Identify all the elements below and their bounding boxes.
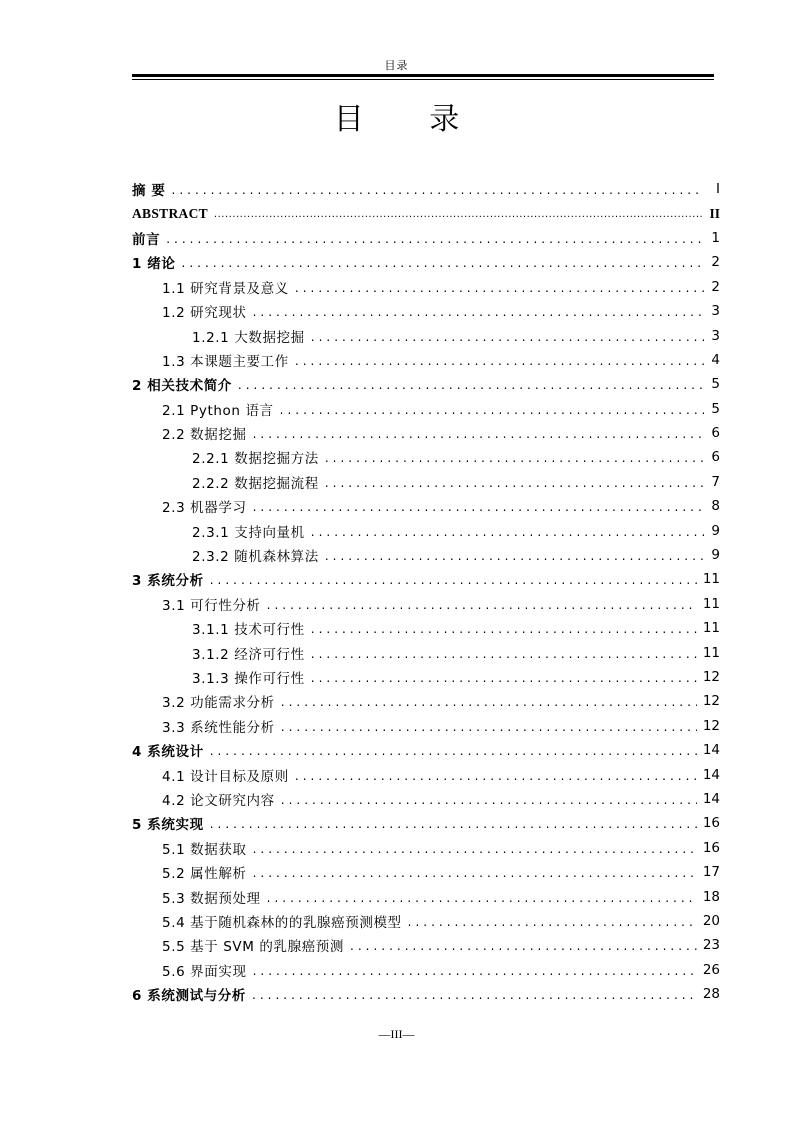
dot-leader	[267, 890, 697, 904]
toc-entry[interactable]	[132, 787, 722, 811]
toc-entry[interactable]	[132, 933, 722, 957]
toc-entry-label: 5.3 数据预处理	[162, 890, 261, 907]
running-header: 目录	[384, 59, 409, 72]
dot-leader	[210, 816, 697, 830]
toc-entry[interactable]	[132, 177, 722, 201]
dot-leader	[311, 646, 697, 660]
toc-entry[interactable]	[132, 470, 722, 494]
dot-leader	[281, 792, 697, 806]
dot-leader	[325, 548, 704, 562]
toc-entry[interactable]	[132, 518, 722, 542]
toc-entry-label: 4.1 设计目标及原则	[162, 768, 289, 785]
toc-entry-label: 3.1.3 操作可行性	[192, 671, 305, 687]
toc-entry-page-number: II	[709, 205, 720, 221]
toc-entry-page-number: 14	[702, 790, 720, 807]
toc-entry-page-number: 26	[702, 961, 720, 978]
dot-leader	[295, 768, 697, 782]
toc-entry[interactable]	[132, 689, 722, 713]
toc-entry[interactable]	[132, 421, 722, 445]
toc-entry[interactable]	[132, 567, 722, 591]
toc-entry-label: 3.3 系统性能分析	[162, 719, 275, 736]
dot-leader	[325, 450, 704, 464]
toc-entry-page-number: 14	[702, 742, 720, 759]
toc-entry-page-number: 11	[702, 644, 720, 661]
dot-leader	[253, 426, 704, 440]
toc-entry-page-number: 17	[702, 864, 720, 881]
dot-leader	[408, 914, 697, 928]
toc-entry[interactable]	[132, 836, 722, 860]
toc-entry-label: 2.3.1 支持向量机	[192, 524, 305, 541]
dot-leader	[182, 255, 705, 269]
dot-leader	[238, 377, 704, 391]
dot-leader	[210, 572, 697, 586]
toc-entry-label: 2.2.1 数据挖掘方法	[192, 451, 319, 468]
dot-leader	[267, 597, 697, 611]
toc-entry-page-number: 5	[711, 376, 720, 393]
toc-entry-page-number: 16	[702, 839, 720, 856]
toc-entry-label: 2.2 数据挖掘	[162, 427, 247, 444]
dot-leader	[280, 402, 704, 416]
toc-entry-label: 4 系统设计	[132, 744, 204, 761]
toc-entry-page-number: 11	[702, 571, 720, 588]
toc-entry[interactable]	[132, 762, 722, 786]
toc-entry[interactable]	[132, 592, 722, 616]
toc-entry[interactable]	[132, 714, 722, 738]
toc-entry-page-number: 18	[702, 888, 720, 905]
toc-entry-page-number: 3	[711, 303, 720, 320]
toc-entry-label: 2.2.2 数据挖掘流程	[192, 475, 319, 492]
toc-entry[interactable]	[132, 640, 722, 664]
toc-entry-label: 2.3 机器学习	[162, 500, 247, 517]
page-number: —III—	[378, 1027, 415, 1041]
dot-leader	[172, 182, 705, 196]
dot-leader	[325, 475, 704, 489]
toc-entry[interactable]	[132, 348, 722, 372]
toc-entry-label: 1.2 研究现状	[162, 305, 247, 322]
toc-entry-page-number: 5	[711, 400, 720, 417]
toc-entry-label: 3.1 可行性分析	[162, 597, 261, 614]
toc-entry-label: 1.1 研究背景及意义	[162, 280, 289, 297]
toc-entry[interactable]	[132, 543, 722, 567]
toc-entry[interactable]	[132, 397, 722, 421]
dot-leader	[166, 231, 704, 245]
toc-entry-page-number: I	[716, 181, 720, 198]
toc-entry-page-number: 6	[711, 449, 720, 466]
toc-entry[interactable]	[132, 226, 722, 250]
toc-entry[interactable]	[132, 275, 722, 299]
toc-entry-label: 1.3 本课题主要工作	[162, 353, 289, 370]
toc-entry[interactable]	[132, 909, 722, 933]
toc-entry-page-number: 23	[702, 937, 720, 954]
toc-entry-page-number: 3	[711, 327, 720, 344]
dot-leader	[253, 841, 697, 855]
dot-leader	[350, 938, 697, 952]
toc-entry[interactable]	[132, 665, 722, 689]
toc-entry-page-number: 16	[702, 815, 720, 832]
toc-entry-page-number: 14	[702, 766, 720, 783]
toc-entry-label: 5.5 基于 SVM 的乳腺癌预测	[162, 939, 344, 956]
toc-entry-page-number: 9	[711, 522, 720, 539]
toc-entry[interactable]	[132, 884, 722, 908]
toc-entry-page-number: 28	[702, 986, 720, 1003]
toc-entry-page-number: 11	[702, 595, 720, 612]
toc-entry[interactable]	[132, 201, 722, 225]
toc-entry-label: 5 系统实现	[132, 817, 204, 834]
toc-entry-page-number: 12	[702, 717, 720, 734]
toc-entry[interactable]	[132, 982, 722, 1006]
toc-entry-label: 2.3.2 随机森林算法	[192, 549, 319, 566]
toc-entry-label: 3.2 功能需求分析	[162, 695, 275, 712]
dot-leader	[311, 621, 697, 635]
dot-leader	[281, 694, 697, 708]
toc-entry[interactable]	[132, 250, 722, 274]
toc-entry-label: 6 系统测试与分析	[132, 988, 246, 1005]
toc-entry-label: 5.6 界面实现	[162, 963, 247, 980]
toc-entry[interactable]	[132, 445, 722, 469]
toc-entry-label: 2 相关技术简介	[132, 378, 232, 395]
toc-entry-page-number: 2	[711, 278, 720, 295]
dot-leader	[253, 865, 697, 879]
toc-entry-page-number: 7	[711, 473, 720, 490]
table-of-contents	[132, 177, 722, 1006]
toc-entry-label: 3 系统分析	[132, 573, 204, 590]
toc-entry[interactable]	[132, 323, 722, 347]
toc-entry[interactable]	[132, 860, 722, 884]
toc-entry-page-number: 11	[702, 620, 720, 637]
dot-leader	[253, 963, 697, 977]
dot-leader	[253, 499, 704, 513]
dot-leader	[311, 670, 697, 684]
toc-entry-page-number: 4	[711, 351, 720, 368]
toc-entry-label: 前言	[132, 231, 161, 248]
toc-entry-page-number: 8	[711, 498, 720, 515]
toc-entry[interactable]	[132, 372, 722, 396]
toc-entry-page-number: 2	[711, 254, 720, 271]
header-rule-thin	[132, 79, 714, 80]
toc-entry-label: 4.2 论文研究内容	[162, 792, 275, 809]
toc-entry-page-number: 1	[711, 229, 720, 246]
toc-entry-page-number: 12	[702, 669, 720, 685]
toc-entry-label: 1 绪论	[132, 256, 176, 273]
toc-entry[interactable]	[132, 811, 722, 835]
toc-entry-label: 5.2 属性解析	[162, 866, 247, 883]
dot-leader	[295, 280, 704, 294]
toc-entry-label: 3.1.1 技术可行性	[192, 622, 305, 639]
dot-leader	[210, 743, 697, 757]
dot-leader	[214, 207, 704, 221]
toc-entry-page-number: 12	[702, 693, 720, 710]
page-title: 目 录	[333, 102, 488, 137]
toc-entry[interactable]	[132, 299, 722, 323]
toc-entry-label: 3.1.2 经济可行性	[192, 646, 305, 663]
toc-entry-label: 1.2.1 大数据挖掘	[192, 329, 305, 346]
toc-entry-page-number: 6	[711, 425, 720, 442]
toc-entry-page-number: 9	[711, 547, 720, 564]
toc-entry[interactable]	[132, 738, 722, 762]
toc-entry[interactable]	[132, 958, 722, 982]
toc-entry-label: 5.1 数据获取	[162, 841, 247, 858]
dot-leader	[311, 524, 704, 538]
toc-entry[interactable]	[132, 494, 722, 518]
toc-entry-page-number: 20	[702, 912, 720, 929]
toc-entry-label: 摘 要	[132, 183, 166, 200]
dot-leader	[281, 719, 697, 733]
header-rule-thick	[132, 74, 714, 77]
dot-leader	[253, 304, 704, 318]
toc-entry[interactable]	[132, 616, 722, 640]
toc-entry-label: 2.1 Python 语言	[162, 402, 274, 419]
toc-entry-label: ABSTRACT	[132, 205, 208, 221]
dot-leader	[252, 987, 697, 1001]
dot-leader	[295, 353, 704, 367]
dot-leader	[311, 329, 704, 343]
toc-entry-label: 5.4 基于随机森林的的乳腺癌预测模型	[162, 914, 402, 931]
